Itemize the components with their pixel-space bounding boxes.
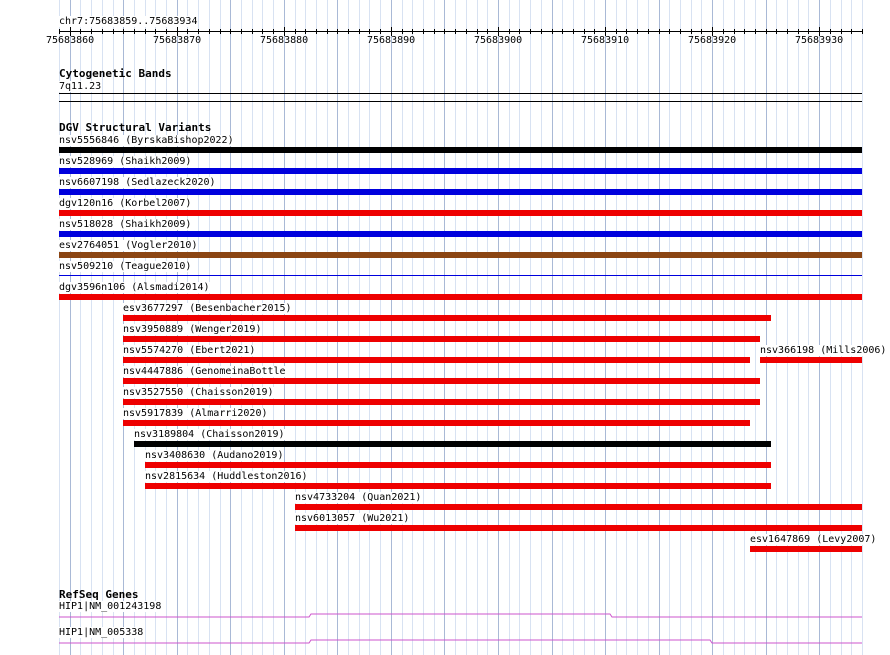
variant-bar[interactable] [123,378,760,384]
variant-bar[interactable] [123,357,750,363]
variant-label[interactable]: nsv6013057 (Wu2021) [295,513,410,524]
variant-label[interactable]: nsv3408630 (Audano2019) [145,450,284,461]
variant-bar[interactable] [59,189,862,195]
variant-label[interactable]: esv1647869 (Levy2007) [750,534,877,545]
variant-bar[interactable] [59,252,862,258]
ruler-tick-label: 75683930 [795,35,844,46]
ruler-tick [466,29,467,34]
ruler-tick-label: 75683920 [688,35,737,46]
ruler-tick [734,29,735,34]
ruler-tick [102,29,103,34]
ruler-tick [841,29,842,34]
ruler-tick-label: 75683870 [153,35,202,46]
variant-label[interactable]: nsv509210 (Teague2010) [59,261,192,272]
ruler-tick [348,29,349,34]
ruler-tick-label: 75683900 [474,35,523,46]
ruler-tick [412,29,413,34]
ruler-tick [220,29,221,34]
region-label: chr7:75683859..75683934 [59,16,198,27]
variant-bar[interactable] [59,210,862,216]
ruler-tick [369,29,370,34]
variant-bar[interactable] [295,504,862,510]
variant-label[interactable]: nsv528969 (Shaikh2009) [59,156,192,167]
ruler-tick [584,29,585,34]
track-title-refseq: RefSeq Genes [59,588,139,601]
ruler-tick [123,29,124,34]
variant-label[interactable]: esv2764051 (Vogler2010) [59,240,198,251]
ruler-tick [808,29,809,34]
ruler-tick [59,29,60,34]
variant-label[interactable]: dgv3596n106 (Alsmadi2014) [59,282,210,293]
ruler-tick [509,29,510,34]
variant-bar[interactable] [760,357,862,363]
ruler-tick [337,29,338,34]
variant-label[interactable]: nsv3189804 (Chaisson2019) [134,429,285,440]
ruler-tick [113,29,114,34]
ruler-tick [455,29,456,34]
variant-bar[interactable] [59,168,862,174]
variant-label[interactable]: nsv6607198 (Sedlazeck2020) [59,177,216,188]
ruler-tick [252,29,253,34]
track-title-dgv: DGV Structural Variants [59,121,212,134]
ruler-tick [423,29,424,34]
ruler-tick-label: 75683910 [581,35,630,46]
ruler-tick [616,29,617,34]
variant-bar[interactable] [295,525,862,531]
gene-feature[interactable] [0,610,890,622]
ruler-tick [487,29,488,34]
ruler-tick-label: 75683860 [46,35,95,46]
ruler-tick-label: 75683890 [367,35,416,46]
variant-label[interactable]: nsv2815634 (Huddleston2016) [145,471,308,482]
variant-label[interactable]: nsv518028 (Shaikh2009) [59,219,192,230]
variant-label[interactable]: dgv120n16 (Korbel2007) [59,198,192,209]
ruler-tick [241,29,242,34]
ruler-tick [723,29,724,34]
track-title-cytoband: Cytogenetic Bands [59,67,172,80]
ruler-tick [145,29,146,34]
ruler-tick [155,29,156,34]
ruler-tick [80,29,81,34]
ruler-tick [691,29,692,34]
variant-bar[interactable] [123,315,771,321]
ruler-tick [359,29,360,34]
variant-label[interactable]: nsv4733204 (Quan2021) [295,492,422,503]
ruler-tick [209,29,210,34]
variant-bar[interactable] [59,147,862,153]
variant-label[interactable]: nsv3527550 (Chaisson2019) [123,387,274,398]
variant-bar[interactable] [750,546,862,552]
ruler-tick [830,29,831,34]
ruler-tick [530,29,531,34]
variant-label[interactable]: nsv5556846 (ByrskaBishop2022) [59,135,234,146]
ruler-tick [862,29,863,34]
ruler-tick [744,29,745,34]
variant-label[interactable]: nsv3950889 (Wenger2019) [123,324,262,335]
variant-bar[interactable] [123,399,760,405]
variant-bar[interactable] [134,441,771,447]
ruler-tick [562,29,563,34]
cytoband-track-line [59,101,862,102]
variant-bar[interactable] [123,420,750,426]
ruler-tick [552,29,553,34]
ruler-tick [295,29,296,34]
gene-label[interactable]: HIP1|NM_005338 [59,627,144,638]
gene-feature[interactable] [0,635,890,647]
variant-bar[interactable] [59,231,862,237]
variant-label[interactable]: nsv4447886 (GenomeinaBottle [123,366,286,377]
ruler-tick [380,29,381,34]
ruler-tick [444,29,445,34]
ruler-tick [851,29,852,34]
ruler-tick [648,29,649,34]
variant-label[interactable]: nsv366198 (Mills2006) [760,345,887,356]
ruler-tick [637,29,638,34]
coordinate-ruler[interactable] [0,0,890,50]
ruler-tick [273,29,274,34]
ruler-tick [316,29,317,34]
cytoband-label: 7q11.23 [59,81,102,92]
ruler-tick [327,29,328,34]
ruler-tick [262,29,263,34]
ruler-tick [305,29,306,34]
variant-bar[interactable] [145,462,771,468]
variant-label[interactable]: nsv5917839 (Almarri2020) [123,408,268,419]
ruler-tick [134,29,135,34]
gene-label[interactable]: HIP1|NM_001243198 [59,601,162,612]
ruler-tick [626,29,627,34]
ruler-tick [766,29,767,34]
ruler-tick [669,29,670,34]
ruler-tick [541,29,542,34]
ruler-tick [187,29,188,34]
variant-bar[interactable] [59,275,862,276]
ruler-tick [434,29,435,34]
ruler-tick [798,29,799,34]
ruler-tick [402,29,403,34]
ruler-tick [91,29,92,34]
ruler-tick [701,29,702,34]
ruler-tick [755,29,756,34]
ruler-tick [787,29,788,34]
ruler-tick [230,29,231,34]
variant-label[interactable]: nsv5574270 (Ebert2021) [123,345,256,356]
variant-bar[interactable] [145,483,771,489]
cytoband-track-line [59,93,862,94]
ruler-tick [166,29,167,34]
ruler-tick [477,29,478,34]
variant-label[interactable]: esv3677297 (Besenbacher2015) [123,303,292,314]
ruler-tick-label: 75683880 [260,35,309,46]
ruler-tick [659,29,660,34]
variant-bar[interactable] [59,294,862,300]
ruler-tick [519,29,520,34]
ruler-tick [198,29,199,34]
ruler-tick [573,29,574,34]
ruler-tick [680,29,681,34]
variant-bar[interactable] [123,336,760,342]
ruler-tick [776,29,777,34]
ruler-tick [594,29,595,34]
